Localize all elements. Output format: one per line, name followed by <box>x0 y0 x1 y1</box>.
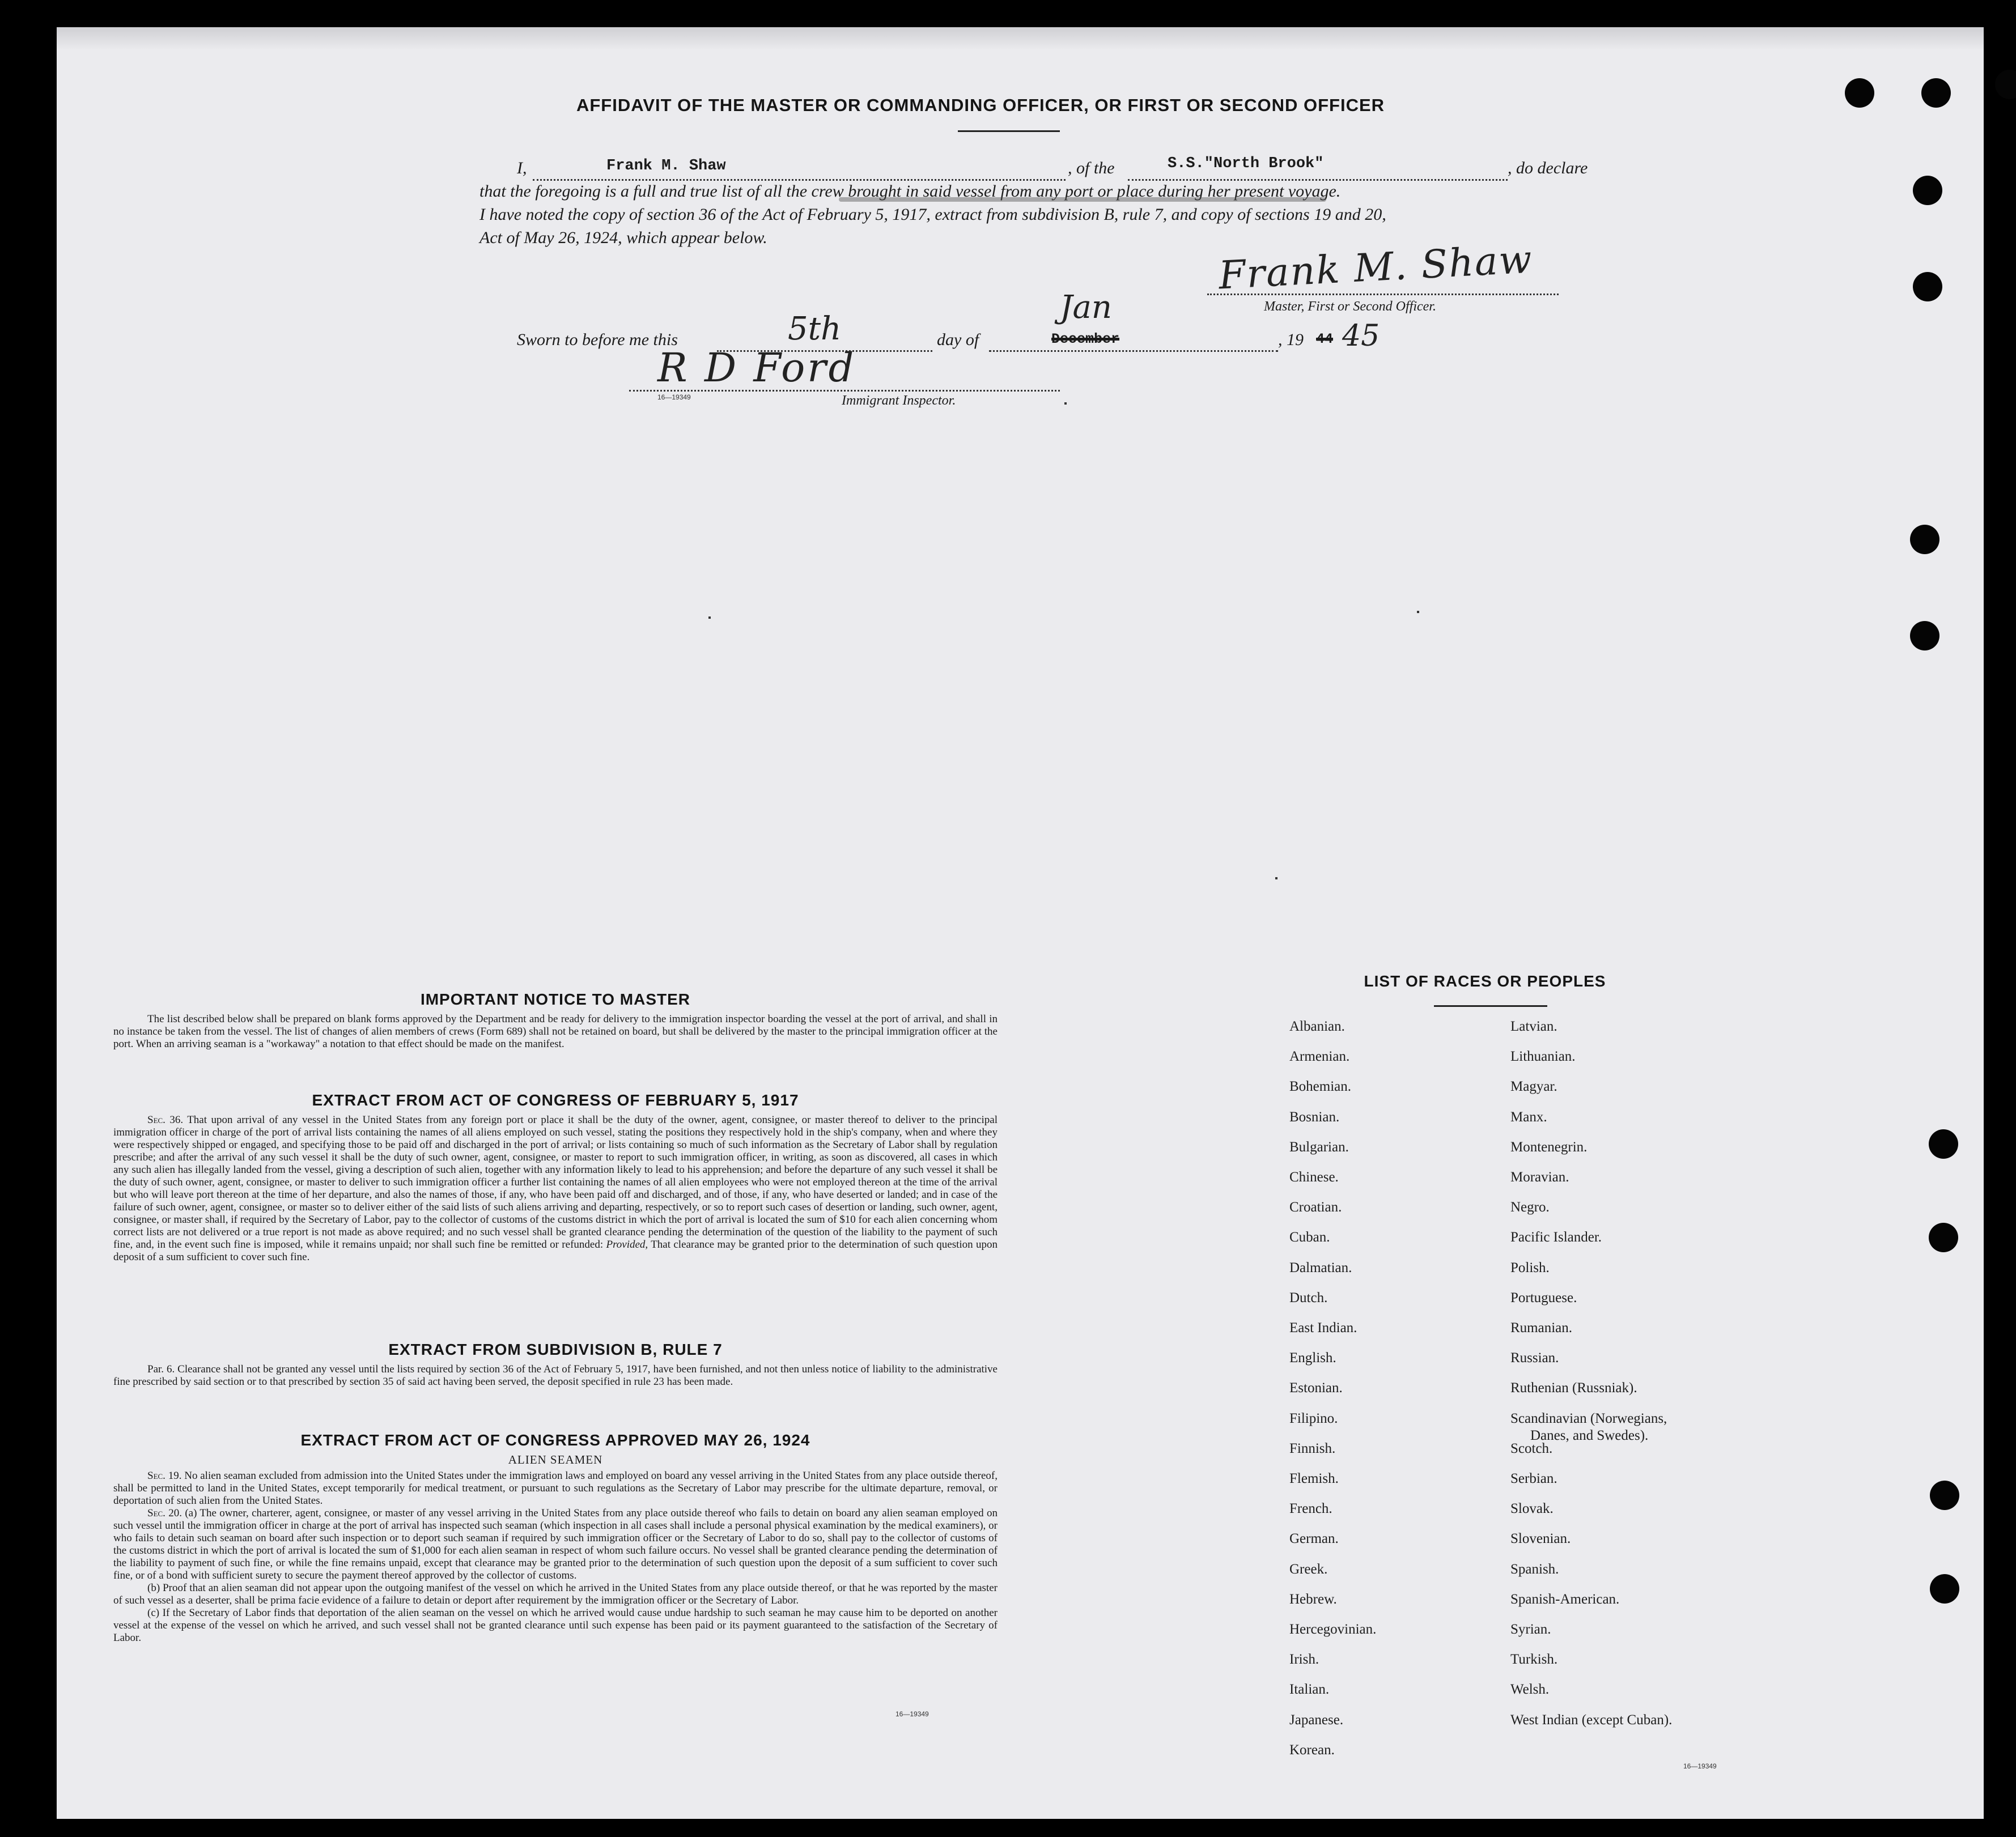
race-item-left: German. <box>1289 1531 1339 1547</box>
notice-title: IMPORTANT NOTICE TO MASTER <box>420 990 691 1008</box>
affidavit-line-3: I have noted the copy of section 36 of the Act of February 5, 1917, extract from subdivision B, rule 7, and copy of sections 19 and 20, <box>479 205 1386 224</box>
of-the-text: , of the <box>1068 159 1115 177</box>
race-item-left: Korean. <box>1289 1742 1335 1758</box>
race-item-left: English. <box>1289 1350 1336 1366</box>
provided-word: Provided, <box>606 1239 648 1251</box>
race-item-left: Dalmatian. <box>1289 1260 1352 1275</box>
notice-body <box>113 1013 998 1051</box>
races-title-rule <box>1434 1005 1547 1007</box>
punch-hole <box>1929 1129 1958 1159</box>
race-item-left: Chinese. <box>1289 1170 1339 1185</box>
punch-hole <box>1921 78 1951 108</box>
affidavit-i: I, <box>517 159 527 177</box>
name-field-line <box>533 179 1066 181</box>
master-name: Frank M. Shaw <box>606 158 726 175</box>
punch-hole <box>1913 272 1942 301</box>
race-item-right: Polish. <box>1510 1260 1550 1275</box>
race-item-right: Pacific Islander. <box>1510 1230 1602 1245</box>
vessel-name: S.S."North Brook" <box>1168 155 1324 172</box>
sworn-prefix: Sworn to before me this <box>517 330 678 349</box>
affidavit-title: AFFIDAVIT OF THE MASTER OR COMMANDING OFFICER, OR FIRST OR SECOND OFFICER <box>576 95 1385 115</box>
scan-speck <box>708 616 711 619</box>
race-item-right: Slovenian. <box>1510 1531 1571 1547</box>
race-item-right: Spanish. <box>1510 1561 1559 1577</box>
extract-1917-title: EXTRACT FROM ACT OF CONGRESS OF FEBRUARY 5, 1917 <box>312 1091 799 1109</box>
top-edge-shadow <box>57 27 1984 50</box>
do-declare-text: , do declare <box>1508 159 1588 177</box>
race-item-left: Hebrew. <box>1289 1591 1337 1607</box>
race-item-right: Manx. <box>1510 1109 1547 1125</box>
document-page <box>57 27 1984 1819</box>
month-field-line <box>989 350 1278 352</box>
race-item-left: Italian. <box>1289 1682 1330 1698</box>
race-item-left: Japanese. <box>1289 1712 1344 1728</box>
race-item-left: East Indian. <box>1289 1320 1357 1336</box>
race-item-left: Bulgarian. <box>1289 1139 1349 1155</box>
race-item-right: Serbian. <box>1510 1471 1557 1486</box>
race-item-right: West Indian (except Cuban). <box>1510 1712 1673 1728</box>
extract-form-number: 16—19349 <box>895 1710 929 1718</box>
race-item-right: Rumanian. <box>1510 1320 1573 1336</box>
notice-paragraph: The list described below shall be prepared on blank forms approved by the Department and be ready for delivery to the immigration inspector boarding the vessel at the port of arrival, and shall in no instance be taken from the vessel. The list of changes of alien members of crews (Form 689) shall not be retained on board, but shall be delivered by the master to the principal immigration officer at the port. When an arriving seaman is a "workaway" a notation to that effect should be made on the manifest. <box>113 1013 998 1050</box>
sec-36-label: Sec. 36. <box>147 1114 184 1126</box>
signature-line <box>1207 294 1559 295</box>
race-item-right: Spanish-American. <box>1510 1591 1620 1607</box>
punch-hole <box>1930 1574 1959 1604</box>
sec-36-paragraph <box>113 1114 998 1264</box>
races-title: LIST OF RACES OR PEOPLES <box>1364 972 1606 990</box>
vessel-field-line <box>1128 179 1508 181</box>
alien-seamen-subtitle: ALIEN SEAMEN <box>508 1453 603 1466</box>
sec-36-tail: That clearance may be granted prior to the determination of such question upon deposit of a sum sufficient to cover such fine. <box>113 1239 998 1263</box>
race-item-right: Turkish. <box>1510 1652 1558 1668</box>
race-item-right: Lithuanian. <box>1510 1049 1576 1065</box>
punch-hole <box>1845 78 1874 108</box>
month-handwritten: Jan <box>1060 289 1112 326</box>
master-signature: Frank M. Shaw <box>1217 237 1534 299</box>
year-prefix: , 19 <box>1278 330 1304 349</box>
race-item-right: Montenegrin. <box>1510 1139 1588 1155</box>
punch-hole <box>1995 70 2016 99</box>
extract-1917-body <box>113 1114 998 1264</box>
inspector-signature: R D Ford <box>657 345 856 391</box>
month-struck: December <box>1051 331 1120 347</box>
ink-smudge <box>839 197 1326 202</box>
title-rule <box>958 130 1060 132</box>
sec-19-label: Sec. 19. <box>147 1470 182 1482</box>
punch-hole <box>1913 176 1942 205</box>
punch-hole <box>1910 525 1939 554</box>
inspector-form-number: 16—19349 <box>657 393 691 401</box>
race-item-left: Bosnian. <box>1289 1109 1340 1125</box>
extract-1924-body <box>113 1470 998 1644</box>
punch-hole <box>1910 621 1939 650</box>
race-item-right: Scotch. <box>1510 1440 1553 1456</box>
rule-7-title: EXTRACT FROM SUBDIVISION B, RULE 7 <box>388 1341 723 1358</box>
race-item-left: Flemish. <box>1289 1471 1339 1486</box>
race-item-right: Russian. <box>1510 1350 1559 1366</box>
race-item-left: Albanian. <box>1289 1019 1345 1034</box>
affidavit-line-2: that the foregoing is a full and true list of all the crew brought in said vessel from any port or place during her present voyage. <box>479 182 1341 201</box>
sec-36-text: That upon arrival of any vessel in the United States from any foreign port or place it shall be the duty of the owner, agent, consignee, or master thereof to deliver to the principal immigration officer in charge of the port of arrival lists containing the names of all aliens employed on such vessel, stating the positions they respectively hold in the ship's company, when and where they were respectively shipped or engaged, and specifying those to be paid off and discharged in the port of arrival; or lists containing so much of such information as the Secretary of Labor shall by regulation prescribe; and after the arrival of any such vessel it shall be the duty of such owner, agent, consignee, or master to report to such immigration officer, in writing, as soon as discovered, all cases in which any such alien has illegally landed from the vessel, giving a description of such alien, together with any information likely to lead to his apprehension; and before the departure of any such vessel it shall be the duty of such owner, agent, consignee, or master to deliver to such immigration officer a further list containing the names of all alien employees who were not employed thereon at the time of the arrival but who will leave port thereon at the time of her departure, and also the names of those, if any, who have been paid off and discharged, and of those, if any, who have deserted or landed; and in case of the failure of such owner, agent, consignee, or master so to deliver either of the said lists of such aliens arriving and departing, respectively, or so to report such cases of desertion or landing, such owner, agent, consignee, or master shall, if required by the Secretary of Labor, pay to the collector of customs of the customs district in which the port of arrival is located the sum of $10 for each alien concerning whom correct lists are not delivered or a true report is not made as above required; and no such vessel shall be granted clearance pending the determination of the question of the liability to the payment of such fine, and, in the event such fine is imposed, while it remains unpaid; nor shall such fine be remitted or refunded: <box>113 1114 998 1251</box>
sworn-day: 5th <box>788 311 842 347</box>
race-item-right: Ruthenian (Russniak). <box>1510 1380 1637 1396</box>
scan-speck <box>1417 611 1419 613</box>
sec-20c-paragraph: (c) If the Secretary of Labor finds that deportation of the alien seaman on the vessel on which he arrived would cause undue hardship to such seaman he may cause him to be deported on another vessel at the expense of the vessel on which he arrived, and such vessel shall not be granted clearance until such expense has been paid or its payment guaranteed to the satisfaction of the Secretary of Labor. <box>113 1607 998 1644</box>
sec-19-text: No alien seaman excluded from admission into the United States under the immigration laws and employed on board any vessel arriving in the United States from any place outside thereof, shall be permitted to land in the United States, except temporarily for medical treatment, or pursuant to such regulations as the Secretary of Labor may prescribe for the ultimate departure, removal, or deportation of such alien from the United States. <box>113 1470 998 1507</box>
year-struck: 44 <box>1316 331 1334 347</box>
race-item-left: Bohemian. <box>1289 1079 1352 1095</box>
scan-speck <box>1064 402 1067 405</box>
year-handwritten: 45 <box>1342 319 1380 353</box>
affidavit-line-4: Act of May 26, 1924, which appear below. <box>479 228 767 247</box>
sec-19-paragraph <box>113 1470 998 1507</box>
race-item-right: Syrian. <box>1510 1622 1551 1637</box>
race-item-right: Moravian. <box>1510 1170 1569 1185</box>
race-item-left: Finnish. <box>1289 1440 1336 1456</box>
race-item-left: Dutch. <box>1289 1290 1328 1306</box>
race-item-left: French. <box>1289 1501 1332 1517</box>
sec-20-label: Sec. 20. <box>147 1507 182 1519</box>
race-item-right: Portuguese. <box>1510 1290 1577 1306</box>
master-label: Master, First or Second Officer. <box>1264 299 1436 314</box>
sec-20a-paragraph <box>113 1507 998 1582</box>
day-of-text: day of <box>937 330 979 349</box>
sec-20b-paragraph: (b) Proof that an alien seaman did not appear upon the outgoing manifest of the vessel on which he arrived in the United States from any place outside thereof, or that he was reported by the master of such vessel as a deserter, shall be prima facie evidence of a failure to detain or deport after requirement by the immigration officer or the Secretary of Labor. <box>113 1582 998 1606</box>
inspector-label: Immigrant Inspector. <box>842 393 956 408</box>
race-item-left: Filipino. <box>1289 1410 1338 1426</box>
scan-speck <box>1275 877 1277 879</box>
race-item-left: Greek. <box>1289 1561 1328 1577</box>
punch-hole <box>1930 1481 1959 1510</box>
race-item-right: Magyar. <box>1510 1079 1557 1095</box>
race-item-left: Irish. <box>1289 1652 1319 1668</box>
rule-7-paragraph: Par. 6. Clearance shall not be granted any vessel until the lists required by section 36 of the Act of February 5, 1917, have been furnished, and not then unless notice of liability to the administrative fine prescribed by said section or to that prescribed by section 35 of said act having been served, the deposit specified in rule 23 has been made. <box>113 1363 998 1388</box>
race-item-right: Welsh. <box>1510 1682 1550 1698</box>
race-item-left: Hercegovinian. <box>1289 1622 1377 1637</box>
race-item-right: Negro. <box>1510 1200 1550 1215</box>
inspector-line <box>629 390 1060 392</box>
punch-hole <box>1929 1223 1958 1252</box>
race-item-left: Armenian. <box>1289 1049 1350 1065</box>
rule-7-body <box>113 1363 998 1388</box>
race-item-left: Estonian. <box>1289 1380 1343 1396</box>
extract-1924-title: EXTRACT FROM ACT OF CONGRESS APPROVED MAY 26, 1924 <box>300 1431 810 1449</box>
sec-20a-text: (a) The owner, charterer, agent, consignee, or master of any vessel arriving in the United States from any place outside thereof who fails to detain on board any alien seaman employed on such vessel until the immigration officer in charge at the port of arrival has inspected such seaman (which inspection in all cases shall include a personal physical examination by the medical examiners), or who fails to detain such seaman on board after such inspection or to deport such seaman if required by such immigration officer or the Secretary of Labor to do so, shall pay to the collector of customs of the customs district in which the port of arrival is located the sum of $1,000 for each alien seaman in respect of whom such failure occurs. No vessel shall be granted clearance pending the determination of the liability to payment of such fine, or while the fine remains unpaid, except that clearance may be granted prior to the determination of such question upon the deposit of a sum sufficient to cover such fine, or of a bond with sufficient surety to secure the payment thereof approved by the collector of customs. <box>113 1507 998 1581</box>
race-item-left: Croatian. <box>1289 1200 1342 1215</box>
race-item-right: Slovak. <box>1510 1501 1554 1517</box>
races-form-number: 16—19349 <box>1683 1762 1717 1770</box>
race-item-right: Latvian. <box>1510 1019 1557 1034</box>
race-item-left: Cuban. <box>1289 1230 1330 1245</box>
race-item-right: Scandinavian (Norwegians, <box>1510 1410 1667 1426</box>
race-item-right: Danes, and Swedes). <box>1530 1427 1649 1443</box>
